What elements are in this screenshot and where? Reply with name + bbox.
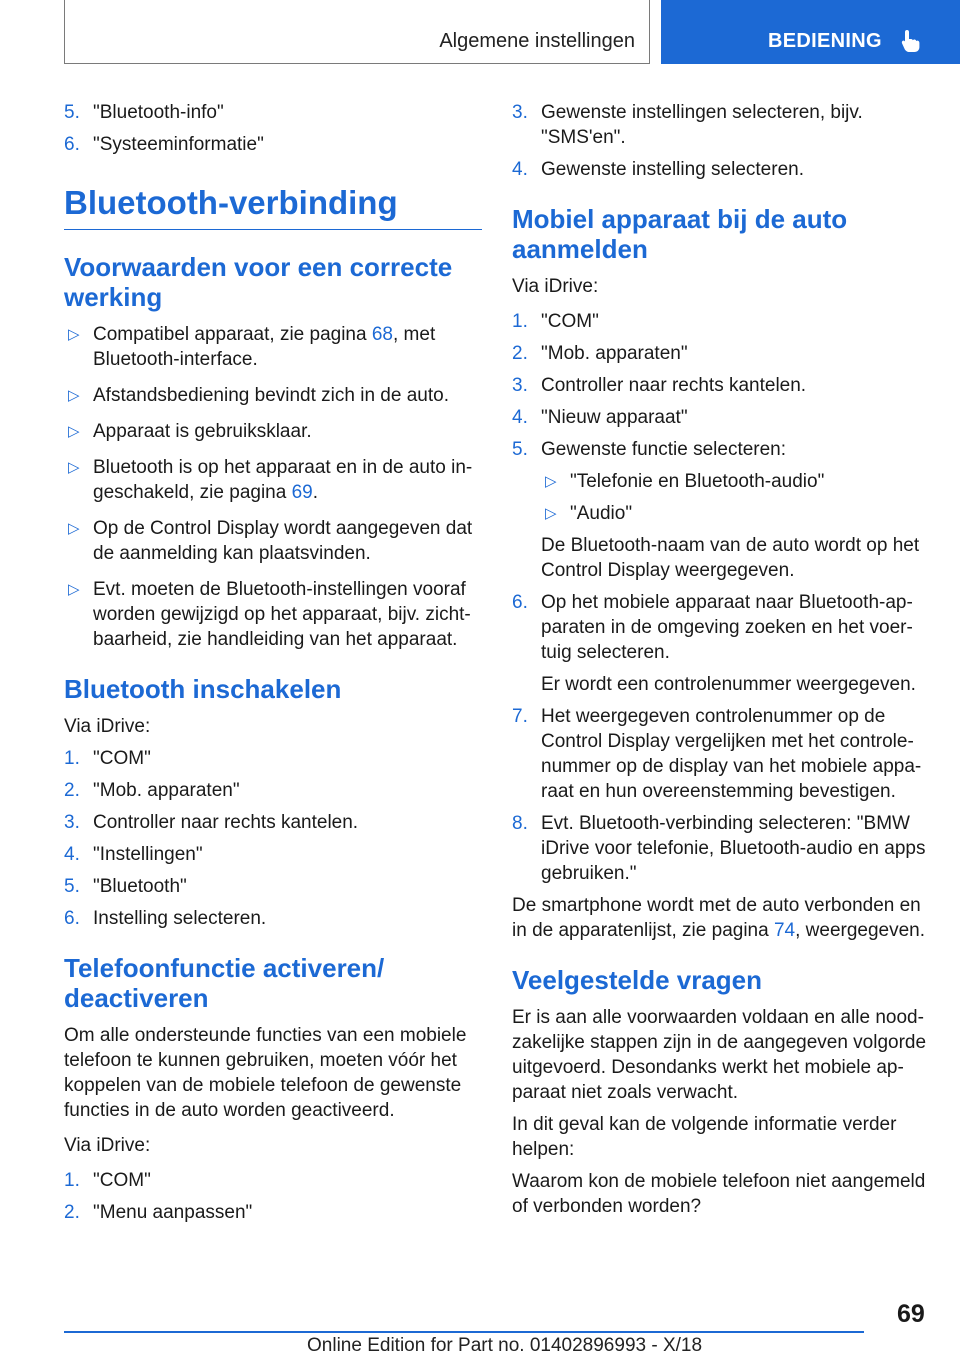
- list-item: 4. "Nieuw apparaat": [512, 407, 688, 428]
- list-item: 1. "COM": [64, 1170, 151, 1191]
- step-note: Er wordt een controlenummer weergegeven.: [541, 674, 916, 695]
- bullet-item: ▷ Compatibel apparaat, zie pagina 68, met Bluetooth-interface.: [68, 324, 436, 370]
- page-number: 69: [897, 1300, 925, 1328]
- left-column: [64, 100, 482, 1232]
- list-item: 6. Instelling selecteren.: [64, 908, 267, 929]
- bullet-item: ▷ Op de Control Display wordt aangegeven dat de aanmelding kan plaatsvinden.: [68, 518, 473, 564]
- sub-bullet-item: ▷ "Telefonie en Bluetooth-audio": [545, 471, 825, 492]
- step-note: De Bluetooth-naam van de auto wordt op het Control Display weergegeven.: [541, 535, 920, 581]
- triangle-right-icon: ▷: [68, 459, 80, 476]
- via-label: Via iDrive:: [64, 1135, 151, 1156]
- list-item: 2. "Menu aanpassen": [64, 1202, 253, 1223]
- via-label: Via iDrive:: [512, 276, 599, 297]
- paragraph: Er is aan alle voorwaarden voldaan en alle noodzakelijke stappen zijn in de aangegeven volgorde uitgevoerd. Desondanks werkt het mobiele apparaat niet zoals verwacht.: [512, 1007, 927, 1103]
- section-heading-faq: Veelgestelde vragen: [512, 965, 763, 995]
- section-heading-register-device: Mobiel apparaat bij de auto aanmelden: [512, 204, 848, 264]
- list-item: 4. Gewenste instelling selecteren.: [512, 159, 804, 180]
- chapter-title: Bluetooth-verbinding: [64, 183, 482, 230]
- triangle-right-icon: ▷: [68, 520, 80, 537]
- bullet-item: ▷ Apparaat is gebruiksklaar.: [68, 421, 312, 442]
- triangle-right-icon: ▷: [545, 505, 557, 522]
- list-item: 2. "Mob. apparaten": [512, 343, 688, 364]
- list-item: 8. Evt. Bluetooth-verbinding selecteren: "BMW iDrive voor telefonie, Bluetooth-audio en apps gebruiken.": [512, 813, 926, 884]
- page-link[interactable]: 68: [371, 324, 393, 345]
- sub-bullet-item: ▷ "Audio": [545, 503, 633, 524]
- bullet-item: ▷ Evt. moeten de Bluetooth-instellingen vooraf worden gewijzigd op het apparaat, bijv. zichtbaarheid, zie handleiding van het apparaat.: [68, 579, 471, 650]
- list-item: 7. Het weergegeven controlenummer op de Control Display vergelijken met het controlenummer op de display van het mobiele apparaat en hun overeenstemming bevestigen.: [512, 706, 922, 802]
- paragraph: De smartphone wordt met de auto verbonden en in de apparatenlijst, zie pagina 74, weergegeven.: [512, 895, 926, 941]
- list-item: 6. Op het mobiele apparaat naar Bluetooth-apparaten in de omgeving zoeken en het voertuig selecteren.: [512, 592, 913, 663]
- list-item: 5. "Bluetooth": [64, 876, 187, 897]
- section-heading-bluetooth-on: Bluetooth inschakelen: [64, 674, 342, 704]
- list-item: 3. Controller naar rechts kantelen.: [64, 812, 359, 833]
- list-item: 5. Gewenste functie selecteren:: [512, 439, 787, 460]
- triangle-right-icon: ▷: [68, 326, 80, 343]
- paragraph: In dit geval kan de volgende informatie verder helpen:: [512, 1114, 897, 1160]
- right-column: [512, 100, 932, 1226]
- list-item: 4. "Instellingen": [64, 844, 203, 865]
- list-item: 3. Controller naar rechts kantelen.: [512, 375, 807, 396]
- list-item: 6. "Systeeminformatie": [64, 134, 264, 155]
- paragraph: Waarom kon de mobiele telefoon niet aangemeld of verbonden worden?: [512, 1171, 926, 1217]
- page-link[interactable]: 74: [773, 920, 796, 941]
- triangle-right-icon: ▷: [68, 581, 80, 598]
- section-heading-phone-function: Telefoonfunctie activeren/ deactiveren: [64, 953, 385, 1013]
- page-link[interactable]: 69: [291, 482, 313, 503]
- bullet-item: ▷ Bluetooth is op het apparaat en in de auto ingeschakeld, zie pagina 69.: [68, 457, 473, 503]
- list-item: 1. "COM": [512, 311, 599, 332]
- list-item: 3. Gewenste instellingen selecteren, bijv. "SMS'en".: [512, 102, 863, 148]
- paragraph: Om alle ondersteunde functies van een mobiele telefoon te kunnen gebruiken, moeten vóór het koppelen van de mobiele telefoon de gewenste functies in de auto worden geactiveerd.: [64, 1025, 467, 1121]
- via-label: Via iDrive:: [64, 716, 151, 737]
- hand-pointer-icon: [897, 28, 923, 54]
- triangle-right-icon: ▷: [68, 387, 80, 404]
- footer-edition: Online Edition for Part no. 01402896993 - X/18: [307, 1335, 703, 1356]
- footer-divider: [64, 1331, 864, 1333]
- section-heading-requirements: Voorwaarden voor een correcte werking: [64, 252, 453, 312]
- header-section-box: [661, 0, 960, 64]
- list-item: 2. "Mob. apparaten": [64, 780, 240, 801]
- bullet-item: ▷ Afstandsbediening bevindt zich in de auto.: [68, 385, 449, 406]
- header-section: BEDIENING: [768, 30, 882, 52]
- triangle-right-icon: ▷: [68, 423, 80, 440]
- header-title-box: [64, 0, 650, 64]
- triangle-right-icon: ▷: [545, 473, 557, 490]
- list-item: 5. "Bluetooth-info": [64, 102, 224, 123]
- list-item: 1. "COM": [64, 748, 151, 769]
- header-title: Algemene instellingen: [439, 30, 635, 52]
